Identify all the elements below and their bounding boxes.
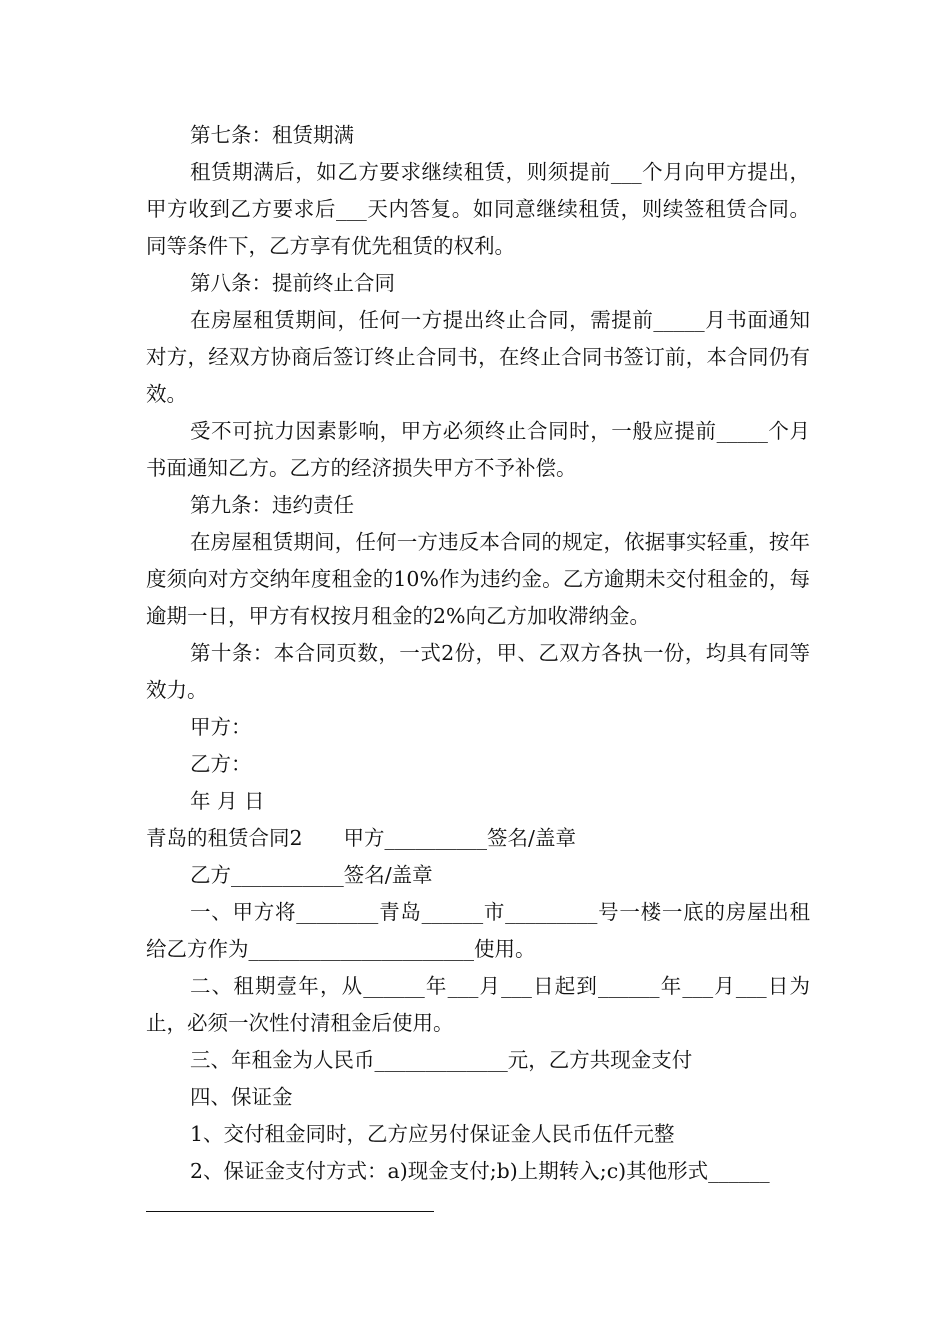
blank-underline (146, 1211, 434, 1212)
party-b-label: 乙方： (190, 752, 252, 776)
contract-2-title-party-a: 青岛的租赁合同2 甲方__________签名/盖章 (146, 826, 576, 850)
clause-4-item-2: 2、保证金支付方式：a)现金支付;b)上期转入;c)其他形式______ (190, 1159, 770, 1183)
article-10: 第十条：本合同页数，一式2份，甲、乙双方各执一份，均具有同等效力。 (146, 641, 810, 702)
clause-1-premises: 一、甲方将________青岛______市_________号一楼一底的房屋出租给乙方作为______________________使用。 (146, 900, 810, 961)
article-7-heading: 第七条：租赁期满 (190, 123, 354, 147)
clause-4-item-1: 1、交付租金同时，乙方应另付保证金人民币伍仟元整 (190, 1122, 675, 1146)
article-7-body: 租赁期满后，如乙方要求继续租赁，则须提前___个月向甲方提出，甲方收到乙方要求后___天内答复。如同意继续租赁，则续签租赁合同。同等条件下，乙方享有优先租赁的权利。 (146, 160, 810, 258)
article-8-body: 在房屋租赁期间，任何一方提出终止合同，需提前_____月书面通知对方，经双方协商后签订终止合同书，在终止合同书签订前，本合同仍有效。 (146, 308, 810, 406)
article-9-heading: 第九条：违约责任 (190, 493, 354, 517)
clause-2-term: 二、租期壹年，从______年___月___日起到______年___月___日为止，必须一次性付清租金后使用。 (146, 974, 810, 1035)
clause-4-deposit-heading: 四、保证金 (190, 1085, 293, 1109)
article-8-force-majeure: 受不可抗力因素影响，甲方必须终止合同时，一般应提前_____个月书面通知乙方。乙方的经济损失甲方不予补偿。 (146, 419, 810, 480)
party-b-signature: 乙方___________签名/盖章 (190, 863, 433, 887)
party-a-label: 甲方： (190, 715, 252, 739)
date-line: 年 月 日 (190, 789, 265, 813)
document-page (146, 117, 810, 1190)
article-8-heading: 第八条：提前终止合同 (190, 271, 395, 295)
article-9-body: 在房屋租赁期间，任何一方违反本合同的规定，依据事实轻重，按年度须向对方交纳年度租金的10%作为违约金。乙方逾期未交付租金的，每逾期一日，甲方有权按月租金的2%向乙方加收滞纳金。 (146, 530, 810, 628)
clause-3-rent: 三、年租金为人民币_____________元，乙方共现金支付 (190, 1048, 693, 1072)
